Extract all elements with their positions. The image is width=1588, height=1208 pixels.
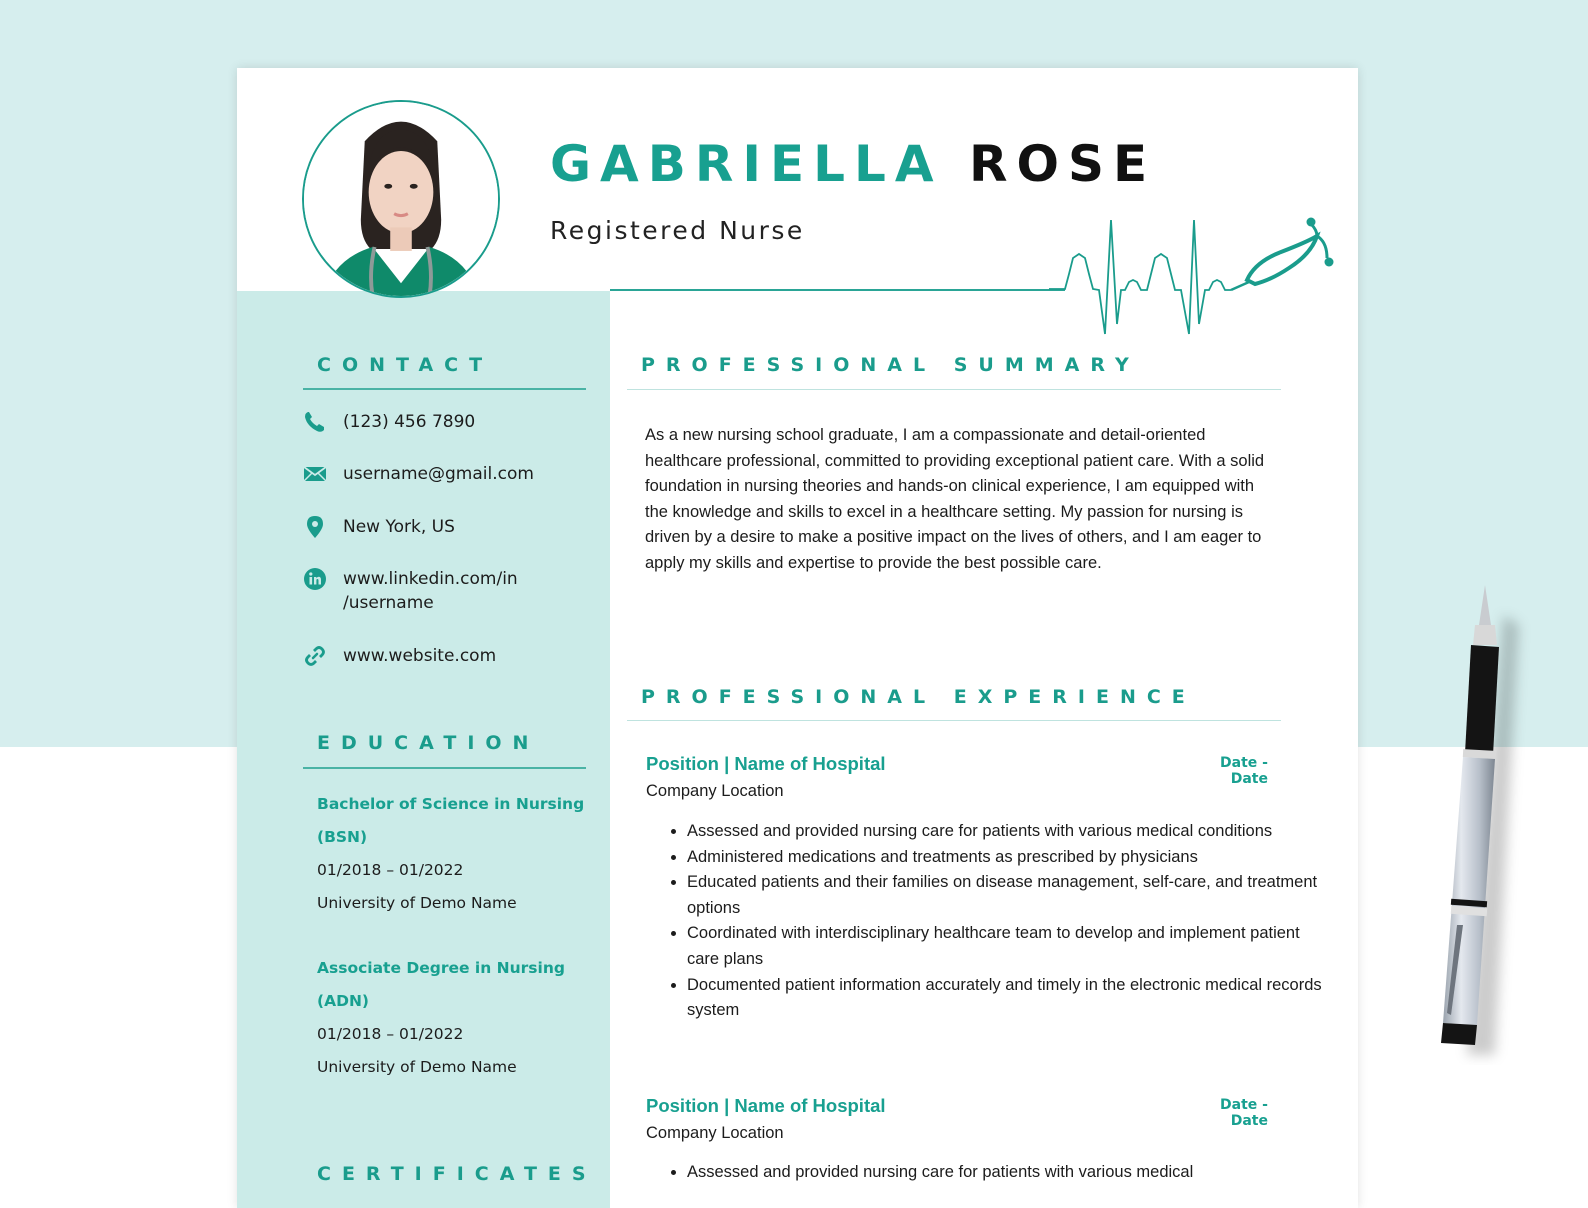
contact-heading: CONTACT xyxy=(317,354,494,376)
profile-photo xyxy=(302,100,500,298)
last-name: ROSE xyxy=(968,135,1157,193)
link-icon xyxy=(303,644,327,668)
summary-divider xyxy=(627,389,1281,390)
contact-website[interactable] xyxy=(303,644,543,668)
candidate-name xyxy=(550,134,1156,194)
education-heading: EDUCATION xyxy=(317,732,540,754)
education-dates: 01/2018 – 01/2022 xyxy=(317,1025,464,1043)
email-icon xyxy=(303,462,327,486)
certificates-heading: CERTIFICATES xyxy=(317,1163,597,1185)
job-bullet: • Educated patients and their families on disease management, self-care, and treatment options xyxy=(687,870,1327,921)
contact-email-text: username@gmail.com xyxy=(343,464,534,484)
job-location: Company Location xyxy=(646,782,784,800)
contact-linkedin[interactable] xyxy=(303,567,543,615)
avatar-portrait-icon xyxy=(304,102,498,296)
contact-phone[interactable] xyxy=(303,410,543,434)
job-bullet: • Administered medications and treatments as prescribed by physicians xyxy=(687,845,1327,871)
header-divider xyxy=(610,289,1065,291)
job-position: Position | Name of Hospital xyxy=(646,753,886,774)
experience-divider xyxy=(627,720,1281,721)
linkedin-icon xyxy=(303,567,327,591)
education-school: University of Demo Name xyxy=(317,894,517,912)
heartbeat-stethoscope-icon xyxy=(1049,214,1339,354)
job-bullet: • Documented patient information accurately and timely in the electronic medical records system xyxy=(687,973,1327,1024)
job-bullet: • Assessed and provided nursing care for patients with various medical conditions xyxy=(687,819,1327,845)
location-pin-icon xyxy=(303,515,327,539)
job-bullets xyxy=(646,819,1327,1024)
job-location: Company Location xyxy=(646,1124,784,1142)
job-bullet: • Coordinated with interdisciplinary healthcare team to develop and implement patient care plans xyxy=(687,921,1327,972)
contact-phone-text: (123) 456 7890 xyxy=(343,412,476,432)
education-degree: Bachelor of Science in Nursing (BSN) xyxy=(317,795,585,846)
contact-email[interactable] xyxy=(303,462,543,486)
summary-heading: PROFESSIONAL SUMMARY xyxy=(641,354,1140,376)
job-position: Position | Name of Hospital xyxy=(646,1095,886,1116)
resume-page xyxy=(237,68,1358,1208)
job-dates: Date - Date xyxy=(1220,1097,1268,1129)
education-degree: Associate Degree in Nursing (ADN) xyxy=(317,959,565,1010)
job-bullets xyxy=(646,1160,1327,1186)
education-school: University of Demo Name xyxy=(317,1058,517,1076)
contact-divider xyxy=(303,388,586,390)
experience-heading: PROFESSIONAL EXPERIENCE xyxy=(641,686,1196,708)
education-divider xyxy=(303,767,586,769)
job-bullet: • Assessed and provided nursing care for patients with various medical xyxy=(687,1160,1327,1186)
job-title: Registered Nurse xyxy=(550,216,805,245)
first-name: GABRIELLA xyxy=(550,135,943,193)
education-dates: 01/2018 – 01/2022 xyxy=(317,861,464,879)
contact-location xyxy=(303,515,543,539)
job-dates: Date - Date xyxy=(1220,755,1268,787)
contact-linkedin-text: www.linkedin.com/in /username xyxy=(343,569,518,613)
fountain-pen-icon xyxy=(1395,585,1535,1065)
phone-icon xyxy=(303,410,327,434)
contact-location-text: New York, US xyxy=(343,517,455,537)
summary-text: As a new nursing school graduate, I am a compassionate and detail-oriented healthcare professional, committed to providing exceptional patient care. With a solid foundation in nursing theories and hands-on clinical experience, I am equipped with the knowledge and skills to excel in a healthcare setting. My passion for nursing is driven by a desire to make a positive impact on the lives of others, and I am eager to apply my skills and expertise to provide the best possible care. xyxy=(645,426,1265,572)
contact-website-text: www.website.com xyxy=(343,646,497,666)
